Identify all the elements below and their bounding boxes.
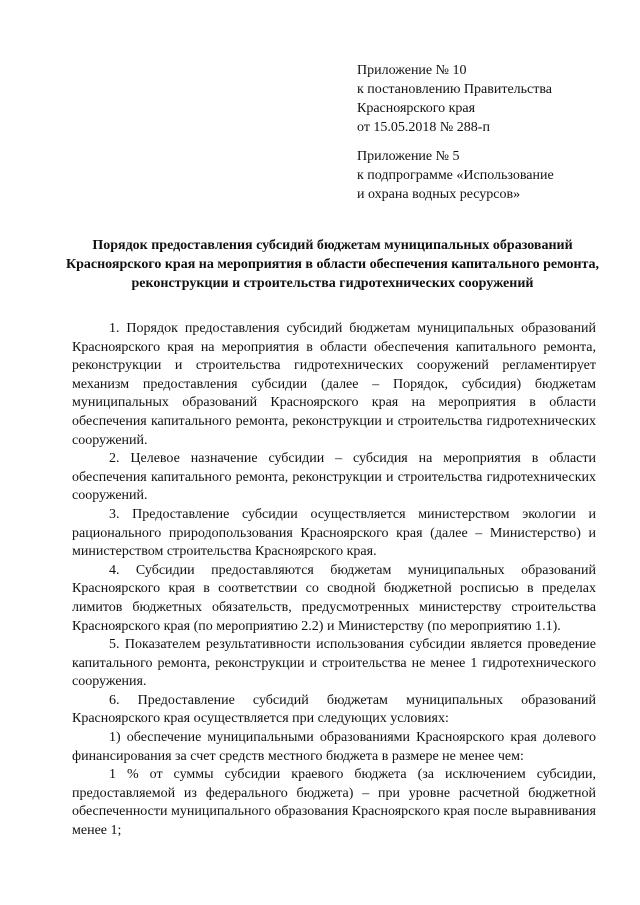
paragraph-6: 6. Предоставление субсидий бюджетам муниципальных образований Красноярского края осуществляется при следующих условиях: <box>72 692 596 727</box>
paragraph-3: 3. Предоставление субсидии осуществляется министерством экологии и рационального природопользования Красноярского края (далее – Министерство) и министерством строительства Красноярского края. <box>72 506 596 560</box>
paragraph-6-item-1: 1) обеспечение муниципальными образованиями Красноярского края долевого финансирования за счет средств местного бюджета в размере не менее чем: <box>72 730 596 764</box>
paragraph-5: 5. Показателем результативности использования субсидии является проведение капитального ремонта, реконструкции и строительства не менее 1 гидротехнического сооружения. <box>72 637 596 690</box>
appendix-5-line-1: Приложение № 5 <box>357 149 460 164</box>
appendix-10-line-1: Приложение № 10 <box>357 63 467 78</box>
paragraph-6-item-1-condition: 1 % от суммы субсидии краевого бюджета (за исключением субсидии, предоставляемой из федерального бюджета) – при уровне расчетной бюджетной обеспеченности муниципального образования Красноярского края после выравнивания менее 1; <box>72 767 596 839</box>
paragraph-1: 1. Порядок предоставления субсидий бюджетам муниципальных образований Красноярского края на мероприятия в области обеспечения капитального ремонта, реконструкции и строительства гидротехнических сооружений регламентирует механизм предоставления субсидии (далее – Порядок, субсидия) бюджетам муниципальных образований Красноярского края на мероприятия в области обеспечения капитального ремонта, реконструкции и строительства гидротехнических сооружений. <box>72 321 596 448</box>
paragraph-4: 4. Субсидии предоставляются бюджетам муниципальных образований Красноярского края в соответствии со сводной бюджетной росписью в пределах лимитов бюджетных обязательств, предусмотренных министерству строительства Красноярского края (по мероприятию 2.2) и Министерству (по мероприятию 1.1). <box>72 562 596 634</box>
paragraph-2: 2. Целевое назначение субсидии – субсидия на мероприятия в области обеспечения капитального ремонта, реконструкции и строительства гидротехнических сооружений. <box>72 451 596 504</box>
appendix-10-line-2: к постановлению Правительства <box>357 82 553 97</box>
appendix-10-line-4: от 15.05.2018 № 288-п <box>357 120 490 135</box>
appendix-5-line-2: к подпрограмме «Использование <box>357 168 554 183</box>
document-title: Порядок предоставления субсидий бюджетам муниципальных образований Красноярского края на мероприятия в области обеспечения капитального ремонта, реконструкции и строительства гидротехнических сооружений <box>65 238 600 291</box>
document-body <box>72 320 596 841</box>
appendix-5-block <box>357 147 554 204</box>
appendix-10-line-3: Красноярского края <box>357 101 476 116</box>
appendix-10-block <box>357 61 552 137</box>
appendix-5-line-3: и охрана водных ресурсов» <box>357 187 521 202</box>
